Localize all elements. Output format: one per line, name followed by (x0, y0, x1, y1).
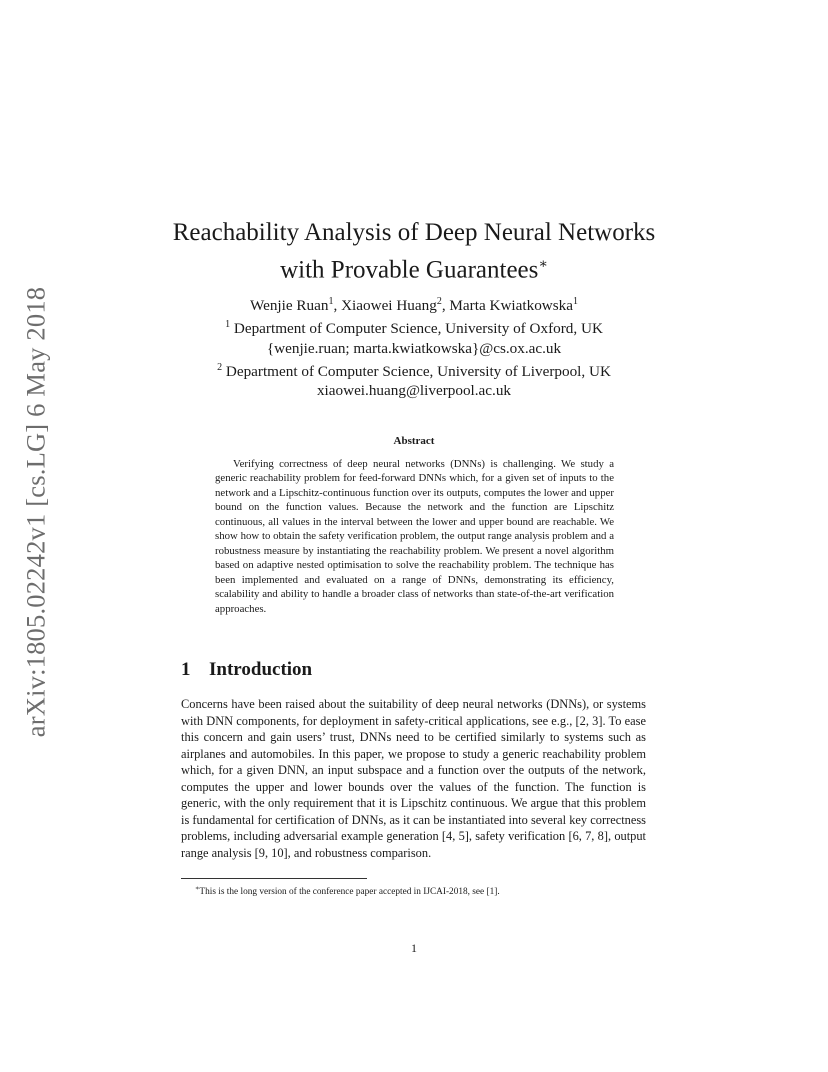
title-line-1: Reachability Analysis of Deep Neural Networks (172, 219, 656, 246)
page-number: 1 (411, 941, 417, 955)
introduction-paragraph: Concerns have been raised about the suitability of deep neural networks (DNNs), or systems with DNN components, for deployment in safety-critical applications, see e.g., [2, 3]. To ease this concern and gain users’ trust, DNNs need to be certified similarly to systems such as airplanes and automobiles. In this paper, we propose to study a generic reachability problem which, for a given DNN, an input subspace and a function over the outputs of the network, computes the upper and lower bounds over the values of the function. The function is generic, with the only requirement that it is Lipschitz continuous. We argue that this problem is fundamental for certification of DNNs, as it can be instantiated into several key correctness problems, including adversarial example generation [4, 5], safety verification [6, 7, 8], output range analysis [9, 10], and robustness comparison. (181, 697, 646, 860)
footnote (195, 883, 500, 898)
arxiv-identifier: arXiv:1805.02242v1 [cs.LG] 6 May 2018 (20, 286, 51, 738)
author-names: Wenjie Ruan$^1$, Xiaowei Huang$^2$, Marta Kwiatkowska$^1$ (249, 296, 578, 315)
section-number: 1 (181, 659, 191, 680)
section-title: Introduction (209, 659, 313, 680)
footnote-rule (181, 878, 367, 879)
abstract-body (215, 457, 614, 616)
paper-title (0, 217, 828, 286)
abstract-heading: Abstract (393, 435, 435, 447)
email-1: {wenjie.ruan; marta.kwiatkowska}@cs.ox.ac.uk (266, 339, 562, 357)
title-line-2: with Provable Guarantees∗ (280, 256, 548, 284)
footnote-marker: ∗ (195, 885, 200, 892)
title-footnote-marker: ∗ (538, 257, 548, 272)
affiliation-2: $^2$ Department of Computer Science, University of Liverpool, UK (217, 361, 611, 380)
section-heading (181, 659, 312, 681)
email-2: xiaowei.huang@liverpool.ac.uk (316, 382, 512, 399)
author-block (0, 292, 828, 400)
abstract-text: Verifying correctness of deep neural networks (DNNs) is challenging. We study a generic reachability problem for feed-forward DNNs which, for a given set of inputs to the network and a Lipschitz-continuous function over its outputs, computes the lower and upper bound on the function values. Because the network and the function are Lipschitz continuous, all values in the interval between the lower and upper bound are reachable. We show how to obtain the safety verification problem, the output range analysis problem and a robustness measure by instantiating the reachability problem. We present a novel algorithm based on adaptive nested optimisation to solve the reachability problem. The technique has been implemented and evaluated on a range of DNNs, demonstrating its efficiency, scalability and ability to handle a broader class of networks than state-of-the-art verification approaches. (215, 458, 614, 615)
footnote-text: This is the long version of the conference paper accepted in IJCAI-2018, see [1]. (199, 887, 500, 898)
introduction-body (181, 696, 646, 861)
affiliation-1: $^1$ Department of Computer Science, University of Oxford, UK (225, 319, 603, 338)
